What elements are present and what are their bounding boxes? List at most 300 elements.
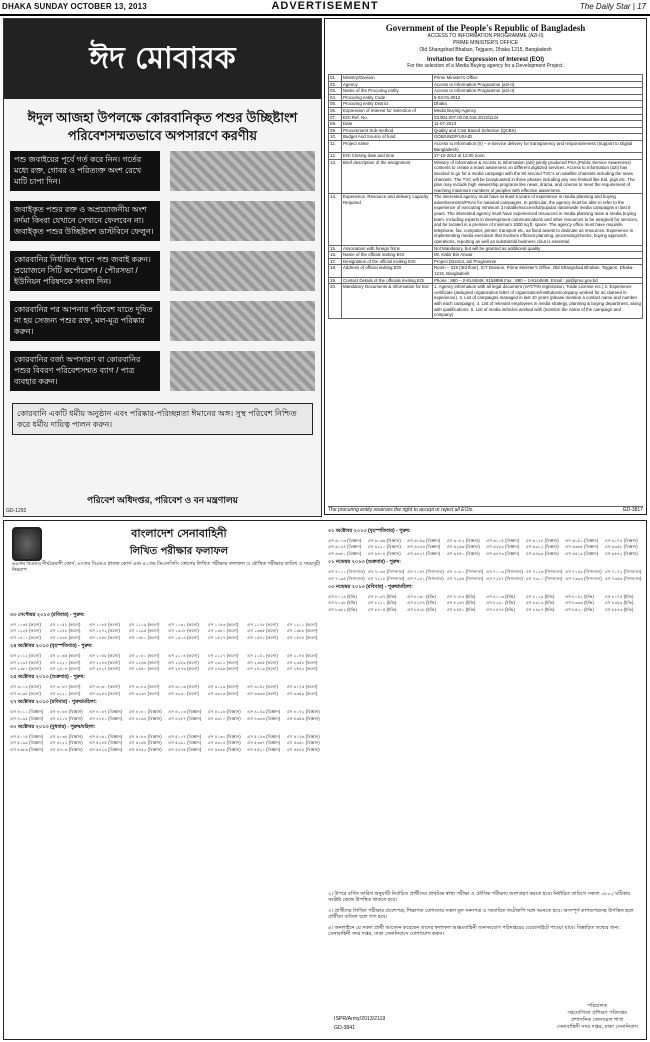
gov-title: Government of the People's Republic of Bangladesh [385, 23, 586, 33]
roll-number: এস ১৩৮৮ (কলো) [286, 628, 318, 634]
roll-number: এস ৫০৮৪ (বিজ্ঞান) [128, 734, 162, 740]
roll-number: এস ৮৩৩৬ (ইঞ্জি) [565, 600, 594, 606]
roll-number: এস ৬৩১২ (বিজ্ঞান) [525, 544, 559, 550]
roll-number: এস ৫২৬৮ (বিজ্ঞান) [128, 740, 162, 746]
eoi-row-value: Access to Information Programme (a2i-II) [433, 88, 643, 95]
roll-number: এস ৪২১৮ (বিজ্ঞান) [49, 715, 83, 721]
eoi-table-row [329, 94, 643, 101]
roll-number: এস ১৩৬৫ (কলো) [247, 628, 278, 634]
gov-subheading: For the selection of a Media Buying agency for a Development Project. [407, 63, 564, 69]
roll-number: এস ১৩১৮ (কলো) [168, 628, 199, 634]
eoi-row-number: 19. [329, 277, 342, 284]
eoi-row-value: 27-10-2013 at 12:00 noon [433, 153, 643, 160]
eoi-row-number: 06. [329, 107, 342, 114]
roll-number: এস ৬৪২৭ (বিজ্ঞান) [407, 550, 441, 556]
masthead-paper-name: The Daily Star | 17 [579, 2, 646, 11]
roll-number: এস ৪১২৬ (বিজ্ঞান) [207, 709, 241, 715]
roll-number: এস ৭১৪৯ (সিগন্যাল) [565, 569, 602, 575]
roll-number: এস ৮৩১৩ (ইঞ্জি) [525, 600, 555, 606]
eoi-row-number: 07. [329, 114, 342, 121]
roll-number: এস ১০৮৫ (কলো) [89, 622, 120, 627]
roll-number: এস ৮১০৬ (ইঞ্জি) [486, 594, 515, 600]
eoi-row-number: 16. [329, 252, 342, 259]
roll-number: এস ২৩১২ (কলো) [207, 659, 239, 665]
roll-number: এস ৪১০৩ (বিজ্ঞান) [168, 709, 202, 715]
page-masthead [0, 0, 650, 16]
roll-number: এস ৬২৪৩ (বিজ্ঞান) [407, 544, 441, 550]
eoi-table-row [329, 88, 643, 95]
eid-title: ঈদ মোবারক [4, 19, 321, 99]
eoi-table-row [329, 114, 643, 121]
eoi-row-value: Not Mandatory, but will be granted as additional quality [433, 245, 643, 252]
eoi-row-number: 11. [329, 140, 342, 152]
roll-number: এস ১১৩১ (কলো) [168, 622, 199, 627]
army-title-block [44, 525, 314, 561]
eoi-row-number: 17. [329, 258, 342, 265]
eoi-row-number: 01. [329, 75, 342, 82]
roll-number: এস ৬৪৭৩ (বিজ্ঞান) [486, 550, 520, 556]
result-roll-grid [10, 709, 324, 721]
roll-number: এস ২১০৪ (কলো) [168, 653, 199, 659]
roll-number: এস ৮৫২০ (ইঞ্জি) [565, 606, 594, 612]
roll-number: এস ১১০৯ (কলো) [128, 622, 160, 627]
army-subtitle: লিখিত পরীক্ষার ফলাফল [129, 546, 229, 557]
army-gd-code: GD-3841 [334, 1025, 356, 1031]
eoi-row-key: Procurement Sub-method [342, 127, 433, 134]
eid-tips-list [4, 151, 321, 395]
roll-number: এস ২১৫১ (কলো) [247, 653, 278, 659]
roll-number: এস ৭২৬৪ (সিগন্যাল) [446, 575, 484, 581]
roll-number: এস ২০১২ (কলো) [10, 653, 41, 659]
roll-number: এস ৮০১৪ (ইঞ্জি) [328, 594, 357, 600]
roll-number: এস ৪৩১০ (বিজ্ঞান) [207, 715, 241, 721]
eoi-row-key: EOI Ref. No. [342, 114, 433, 121]
roll-number: এস ৭০১১ (সিগন্যাল) [328, 569, 365, 575]
roll-number: এস ৫১৭৬ (বিজ্ঞান) [286, 734, 320, 740]
roll-number: এস ৮৪৭৪ (ইঞ্জি) [486, 606, 515, 612]
eoi-table-row [329, 101, 643, 108]
army-signature-line: পরিচালক [587, 1003, 608, 1009]
eoi-row-key: Association with foreign firms [342, 245, 433, 252]
roll-number: এস ৫২৯১ (বিজ্ঞান) [168, 740, 202, 746]
roll-number: এস ৩১৫২ (কলো) [247, 684, 278, 690]
army-intro: ৬৯তম বিএমএ দীর্ঘমেয়াদী কোর্স, ৬৭তম বিএমএ স্নাতক কোর্স এবং ৪১তম ডিএসসিসি কোর্সের লিখিত পরীক্ষার ফলাফল ও মৌখিক পরীক্ষার তারিখ ও সময়সূচী নিম্নরূপ: [12, 561, 321, 574]
roll-number: এস ৬৪৯৬ (বিজ্ঞান) [525, 550, 559, 556]
eoi-row-value: Project Director, a2i Programme [433, 258, 643, 265]
roll-number: এস ৩০৬০ (কলো) [89, 684, 120, 690]
gov-footer-code: GD-3817 [622, 507, 643, 513]
roll-number: এস ৩১৯৮ (কলো) [10, 690, 41, 696]
eid-organization: পরিবেশ অধিদপ্তর, পরিবেশ ও বন মন্ত্রণালয় [87, 495, 238, 505]
eid-tip-row [10, 301, 315, 345]
eid-tip-row [10, 151, 315, 195]
roll-number: এস ১২৯৫ (কলো) [128, 628, 160, 634]
roll-number: এস ৬৩৫৮ (বিজ্ঞান) [604, 544, 638, 550]
eoi-row-key: Budget And Source of fund [342, 134, 433, 141]
eoi-row-key: Name of the official inviting EOI [342, 252, 433, 259]
eoi-row-number: 03. [329, 88, 342, 95]
eoi-row-value: 11-07-2013 [433, 121, 643, 128]
army-note: ৪। অনলাইনে যে সকল প্রার্থী আবেদন করেছেন তাদের ফলাফল আন্তঃবাহিনী জনসংযোগ পরিদপ্তরের ওয়েবসাইটে পাওয়া যাবে। বিস্তারিত তথ্যের জন্য সেনাবাহিনী সদর দপ্তর, ঢাকা সেনানিবাসে যোগাযোগ করুন। [328, 924, 619, 938]
roll-number: এস ২১৭৪ (কলো) [286, 653, 318, 659]
eoi-row-key: Experience, Resource and delivery capacity Required [342, 194, 433, 245]
eoi-row-number: 05. [329, 101, 342, 108]
eid-tip-photo [170, 201, 315, 241]
eid-tip-text: কোরবানির পর আপনার পরিবেশ যাতে দূষিত না হয় সেজন্য পশুর রক্ত, মল-মূত্র পরিষ্কার করুন। [10, 301, 160, 341]
eoi-row-key: Designation of the official inviting EOI [342, 258, 433, 265]
roll-number: এস ৫০৬১ (বিজ্ঞান) [89, 734, 123, 740]
roll-number: এস ২৩৮১ (কলো) [10, 666, 41, 672]
roll-number: এস ৩০৩৭ (কলো) [49, 684, 81, 690]
eoi-row-number: 13. [329, 159, 342, 194]
roll-number: এস ৩২৪৪ (কলো) [89, 690, 120, 696]
roll-number: এস ৮০৬০ (ইঞ্জি) [407, 594, 436, 600]
army-title: বাংলাদেশ সেনাবাহিনী [131, 527, 227, 540]
eoi-table-row [329, 140, 643, 152]
eid-tip-photo [170, 251, 315, 291]
army-note: ৩। প্রার্থীদের লিখিত পরীক্ষার প্রবেশপত্র, শিক্ষাগত যোগ্যতার সকল মূল সনদপত্র ও সত্যায়িত ফটোকপি সঙ্গে আনতে হবে। অসম্পূর্ণ কাগজপত্রসহ উপস্থিত হলে প্রার্থীতা বাতিল বলে গণ্য হবে। [328, 907, 634, 921]
eoi-table-row [329, 127, 643, 134]
eid-tip-text: জবাইকৃত পশুর রক্ত ও অপ্রয়োজনীয় অংশ নর্দমা কিংবা যেখানে সেখানে ফেলবেন না। জবাইকৃত পশুর উচ্ছিষ্টাংশ ডাস্টবিনে ফেলুন। [10, 201, 160, 241]
eid-footer-note: কোরবানি একটি ধর্মীয় অনুষ্ঠান এবং পরিষ্কার-পরিচ্ছন্নতা ঈমানের অঙ্গ। সুস্থ পরিবেশ নিশ্চিত করে ধর্মীয় দায়িত্ব পালন করুন। [12, 403, 313, 435]
eid-mubarak-ad [3, 18, 322, 517]
roll-number: এস ৫৫২১ (বিজ্ঞান) [247, 746, 281, 752]
roll-number: এস ১৪১১ (কলো) [10, 634, 41, 640]
roll-number: এস ২৪৫০ (কলো) [128, 666, 160, 672]
roll-number: এস ৪২৬৪ (বিজ্ঞান) [128, 715, 162, 721]
eoi-table-row [329, 134, 643, 141]
roll-number: এস ৬০৮২ (বিজ্ঞান) [446, 538, 480, 543]
army-results-left-column [10, 609, 324, 752]
eoi-row-value: 5-03-01-0012 [433, 94, 643, 101]
roll-number: এস ৭১০৩ (সিগন্যাল) [486, 569, 523, 575]
roll-number: এস ৪০৫৭ (বিজ্ঞান) [89, 709, 123, 715]
eoi-row-number: 09. [329, 127, 342, 134]
roll-number: এস ১৪৮১ (কলো) [128, 634, 160, 640]
gov-heading: Invitation for Expression of Interest (EOI) [426, 57, 544, 63]
roll-number: এস ২২৬৬ (কলো) [128, 659, 160, 665]
roll-number: এস ৩৩১৩ (কলো) [207, 690, 239, 696]
eoi-table [328, 74, 643, 319]
roll-number: এস ৬২২০ (বিজ্ঞান) [367, 544, 401, 550]
roll-number: এস ৫২৪৫ (বিজ্ঞান) [89, 740, 123, 746]
eid-tip-photo [170, 301, 315, 341]
roll-number: এস ৪০৮০ (বিজ্ঞান) [128, 709, 162, 715]
roll-number: এস ১২৭২ (কলো) [89, 628, 120, 634]
eoi-row-key: Contact Details of the officials inviting EOI [342, 277, 433, 284]
roll-number: এস ২৪০৪ (কলো) [49, 666, 81, 672]
roll-number: এস ৬১৯৭ (বিজ্ঞান) [328, 544, 362, 550]
roll-number: এস ৭০৫৭ (সিগন্যাল) [407, 569, 444, 575]
roll-number: এস ৬০৩৬ (বিজ্ঞান) [367, 538, 401, 543]
result-section-heading: ২৭ অক্টোবর ২০১৩ (রবিবার) - পুরুষ/মহিলা: [10, 699, 97, 706]
roll-number: এস ১৫০৪ (কলো) [168, 634, 199, 640]
result-roll-grid [10, 684, 324, 696]
eoi-row-number: 08. [329, 121, 342, 128]
eoi-row-key: Procuring entity Code [342, 94, 433, 101]
roll-number: এস ৮২৯০ (ইঞ্জি) [486, 600, 515, 606]
roll-number: এস ৫১৯৯ (বিজ্ঞান) [10, 740, 44, 746]
roll-number: এস ৭৩৩৩ (সিগন্যাল) [565, 575, 602, 581]
eoi-row-key: Expression of Interest for Selection of [342, 107, 433, 114]
roll-number: এস ৫৩৮৩ (বিজ্ঞান) [10, 746, 44, 752]
roll-number: এস ৬২৮৯ (বিজ্ঞান) [486, 544, 520, 550]
roll-number: এস ৫৪৯৮ (বিজ্ঞান) [207, 746, 241, 752]
roll-number: এস ২৪৭৩ (কলো) [168, 666, 199, 672]
eoi-table-row [329, 81, 643, 88]
eoi-row-key: Agency [342, 81, 433, 88]
roll-number: এস ৭০৮০ (সিগন্যাল) [446, 569, 484, 575]
roll-number: এস ৬১০৫ (বিজ্ঞান) [486, 538, 520, 543]
roll-number: এস ৪০১১ (বিজ্ঞান) [10, 709, 44, 715]
roll-number: এস ২৫১৯ (কলো) [247, 666, 278, 672]
eoi-row-number: 18. [329, 265, 342, 277]
eid-tip-row [10, 251, 315, 295]
roll-number: এস ৩০১৪ (কলো) [10, 684, 41, 690]
roll-number: এস ৮০৩৭ (ইঞ্জি) [367, 594, 397, 600]
eoi-row-key: EOI Closing date and time [342, 153, 433, 160]
roll-number: এস ১৩৪১ (কলো) [207, 628, 239, 634]
roll-number: এস ২২২০ (কলো) [49, 659, 81, 665]
roll-number: এস ৭২১৮ (সিগন্যাল) [367, 575, 405, 581]
roll-number: এস ৬২৬৬ (বিজ্ঞান) [446, 544, 480, 550]
result-roll-grid [10, 622, 324, 640]
eoi-row-value: Media Buying Agency [433, 107, 643, 114]
eid-tip-text: কোরবানির বর্জ্য অপসারণ বা কোরবানির পশুর বিবরণ পরিবেশসম্মত ব্যাগ / পাত্র ব্যবহার করুন। [10, 351, 160, 391]
roll-number: এস ৩৩৫৯ (কলো) [286, 690, 318, 696]
roll-number: এস ৩৩৩৬ (কলো) [247, 690, 278, 696]
roll-number: এস ৬১৫১ (বিজ্ঞান) [565, 538, 599, 543]
result-section-heading: ০১ নভেম্বর ২০১৩ (শুক্রবার) - পুরুষ: [328, 559, 401, 566]
eoi-row-number: 10. [329, 134, 342, 141]
roll-number: এস ৮৪৯৭ (ইঞ্জি) [525, 606, 555, 612]
roll-number: এস ৫১৫৩ (বিজ্ঞান) [247, 734, 281, 740]
result-roll-grid [10, 653, 324, 671]
eoi-row-key: Procuring entity District [342, 101, 433, 108]
roll-number: এস ২৫৪২ (কলো) [286, 666, 318, 672]
eoi-row-value: Quality and Cost Based Selection (QCBS) [433, 127, 643, 134]
roll-number: এস ৭৩১০ (সিগন্যাল) [525, 575, 563, 581]
eoi-row-key: Brief description of the assignment [342, 159, 433, 194]
army-signature-line: সহযোগিতা প্রশিক্ষণ পরিদপ্তর [567, 1010, 627, 1016]
roll-number: এস ২২৮৯ (কলো) [168, 659, 199, 665]
roll-number: এস ৮১৫২ (ইঞ্জি) [565, 594, 594, 600]
army-signature-line: প্রশাসনিক জেনারেল শাখা [570, 1017, 624, 1023]
roll-number: এস ১০৫২ (কলো) [49, 622, 81, 627]
eoi-row-value: The interested agency must have at least 6 years of experience in media planning and buying advertisements/PSAs for national campaigns. In particular, the agency must be able to refer to the experience of executing minimum 3 notable/successful/popular nationwide media campaigns in last 6 years. The interested agency must have experienced resources in media planning team & media buying team, including experts in development communications and other resources to be assigned for services, and be located in a premise of minimum 1000 sq.ft. space. The agency office must have requisite telephone, fax, computer, printer, transport etc. as fixed assets to dedicate as resources. Experience in implementing media execution that involves efficient planning, processing/checks, buying approach, operations, reporting as well as substantial business clout is essential. [433, 194, 643, 245]
roll-number: এস ৪২৮৭ (বিজ্ঞান) [168, 715, 202, 721]
army-exam-results [3, 520, 647, 1040]
eoi-row-number: 15. [329, 245, 342, 252]
result-section-heading: ৩৩ সেপ্টেম্বর ২০১৩ (রবিবার) - পুরুষ: [10, 612, 85, 618]
eid-tip-text: কোরবানির নির্ধারিত স্থানে পশু জবাই করুন। প্রয়োজনে সিটি কর্পোরেশন / পৌরসভা / ইউনিয়ন পরিষদকে সংবাদ দিন। [10, 251, 160, 291]
result-section-heading: ২৪ অক্টোবর ২০১৩ (বৃহস্পতিবার) - পুরুষ: [10, 643, 93, 650]
roll-number: এস ৬১২৮ (বিজ্ঞান) [525, 538, 559, 543]
roll-number: এস ৮৪২৮ (ইঞ্জি) [407, 606, 436, 612]
roll-number: এস ৭২৮৭ (সিগন্যাল) [486, 575, 523, 581]
roll-number: এস ১০৩৫ (কলো) [10, 622, 41, 627]
roll-number: এস ২৩৩৫ (কলো) [247, 659, 278, 665]
eoi-row-number: 04. [329, 94, 342, 101]
gov-line-3: Old Shangshad Bhaban, Tejgaon, Dhaka 1215, Bangladesh [419, 47, 552, 53]
roll-number: এস ১২২৫ (কলো) [10, 628, 41, 634]
roll-number: এস ২৪২৭ (কলো) [89, 666, 120, 672]
eoi-table-row [329, 252, 643, 259]
roll-number: এস ৮৪০৫ (ইঞ্জি) [367, 606, 397, 612]
result-section-heading: ৩১ অক্টোবর ২০১৩ (বৃহস্পতিবার) - পুরুষ: [328, 528, 411, 534]
roll-number: এস ৬৫১৯ (বিজ্ঞান) [565, 550, 599, 556]
army-signature-line: সেনাবাহিনী সদর দপ্তর, ঢাকা সেনানিবাস [556, 1024, 638, 1030]
eoi-table-row [329, 159, 643, 194]
eoi-row-number: 14. [329, 194, 342, 245]
eoi-row-key: Mandatory Documents & Information for EoI [342, 284, 433, 319]
result-section-heading: ০৩ নভেম্বর ২০১৩ (রবিবার) - পুরুষ/মহিলা: [328, 584, 413, 591]
roll-number: এস ৩১৭৫ (কলো) [286, 684, 318, 690]
roll-number: এস ৮২৪৪ (ইঞ্জি) [407, 600, 436, 606]
result-section-heading: ২৫ অক্টোবর ২০১৩ (শুক্রবার) - পুরুষ: [10, 674, 85, 681]
eid-ad-code: GD-1292 [6, 508, 27, 514]
eoi-table-row [329, 277, 643, 284]
roll-number: এস ৮২২১ (ইঞ্জি) [367, 600, 397, 606]
result-roll-grid [328, 538, 642, 556]
roll-number: এস ৩২২১ (কলো) [49, 690, 81, 696]
roll-number: এস ৩১০৬ (কলো) [168, 684, 199, 690]
roll-number: এস ৬৩৩৫ (বিজ্ঞান) [565, 544, 599, 550]
result-section-heading: ৩০ অক্টোবর ২০১৩ (বুধবার) - পুরুষ/মহিলা: [10, 724, 96, 731]
roll-number: এস ৫৩১৪ (বিজ্ঞান) [207, 740, 241, 746]
government-eoi-notice [324, 18, 647, 515]
roll-number: এস ২৪৯৬ (কলো) [207, 666, 239, 672]
roll-number: এস ৫৪৫২ (বিজ্ঞান) [128, 746, 162, 752]
roll-number: এস ৪০৩৪ (বিজ্ঞান) [49, 709, 83, 715]
roll-number: এস ২১২৭ (কলো) [207, 653, 239, 659]
eoi-row-value: Ministry of Information & Access to Information (a2i) jointly produced PSA (Public Service Awareness) contents to create a mass awareness on different digitized services. Access to Information (a2i) has decided to go for a media campaign with the 50 second TVC's on satellite channels including the news channels. The TVC will be broadcasted in three phases including any one festival like Eid, puja etc. The plan may include high viewership programs like news, drama, and cinema to meet the requirement of reaching maximum numbers of peoples with effective awareness. [433, 159, 643, 194]
roll-number: এস ২০৮১ (কলো) [128, 653, 160, 659]
roll-number: এস ৮৫৪৩ (ইঞ্জি) [604, 606, 634, 612]
roll-number: এস ৫৫৪৪ (বিজ্ঞান) [286, 746, 320, 752]
roll-number: এস ২১৯৭ (কলো) [10, 659, 41, 665]
roll-number: এস ৬৪৫০ (বিজ্ঞান) [446, 550, 480, 556]
eoi-row-value: Access to Information (II) – e-Service delivery for transparency and responsiveness (Support to Digital Bangladesh) [433, 140, 643, 152]
result-roll-grid [10, 734, 324, 752]
eoi-row-key: Address of official inviting EOI [342, 265, 433, 277]
eoi-row-value: Room – 319 (3rd floor), ICT Division, Prime Minister's Office, Old Shangshad Bhaban, Tejgaon, Dhaka- 1215, Bangladesh [433, 265, 643, 277]
roll-number: এস ৪১৯৫ (বিজ্ঞান) [10, 715, 44, 721]
eoi-row-key: Date [342, 121, 433, 128]
roll-number: এস ৮২৬৭ (ইঞ্জি) [446, 600, 476, 606]
roll-number: এস ১৪৩৪ (কলো) [49, 634, 81, 640]
roll-number: এস ৭১৯৫ (সিগন্যাল) [328, 575, 365, 581]
eoi-row-value: Prime Minister's Office [433, 75, 643, 82]
eoi-row-number: 12. [329, 153, 342, 160]
roll-number: এস ৩২৯০ (কলো) [168, 690, 199, 696]
roll-number: এস ৫১০৭ (বিজ্ঞান) [168, 734, 202, 740]
eoi-row-number: 20. [329, 284, 342, 319]
roll-number: এস ৬৫৪২ (বিজ্ঞান) [604, 550, 638, 556]
roll-number: এস ১৫৭৪ (কলো) [286, 634, 318, 640]
roll-number: এস ৫৪০৬ (বিজ্ঞান) [49, 746, 83, 752]
result-roll-grid [328, 594, 642, 612]
eid-tip-photo [170, 151, 315, 191]
army-notes [328, 891, 640, 941]
roll-number: এস ৬১৭৪ (বিজ্ঞান) [604, 538, 638, 543]
roll-number: এস ৫১৩০ (বিজ্ঞান) [207, 734, 241, 740]
army-ispr-code: ISPR/Army/2013/2119 [334, 1016, 386, 1022]
eoi-table-row [329, 121, 643, 128]
roll-number: এস ৫৪৭৫ (বিজ্ঞান) [168, 746, 202, 752]
eoi-table-row [329, 194, 643, 245]
roll-number: এস ৮১২৯ (ইঞ্জি) [525, 594, 555, 600]
gov-footer-text: The procuring entity reserves the right to accept or reject all EOIs. [328, 507, 474, 513]
gov-line-2: PRIME MINISTER'S OFFICE [452, 40, 519, 46]
gov-footer [328, 506, 643, 513]
eid-tip-photo [170, 351, 315, 391]
roll-number: এস ৫০১৫ (বিজ্ঞান) [10, 734, 44, 740]
eoi-table-row [329, 153, 643, 160]
gov-line-1: ACCESS TO INFORMATION PROGRAMME (A2I-II) [427, 33, 544, 39]
roll-number: এস ৮০৮৩ (ইঞ্জি) [446, 594, 476, 600]
roll-number: এস ৭৩৫৬ (সিগন্যাল) [604, 575, 642, 581]
roll-number: এস ১১৭৮ (কলো) [247, 622, 278, 627]
roll-number: এস ৬০১৩ (বিজ্ঞান) [328, 538, 362, 543]
roll-number: এস ৭১২৬ (সিগন্যাল) [525, 569, 563, 575]
roll-number: এস ৩২৬৭ (কলো) [128, 690, 160, 696]
roll-number: এস ৪৩৫৬ (বিজ্ঞান) [286, 715, 320, 721]
army-note: ২। উপরে বর্ণিত তারিখ অনুযায়ী নির্বাচিত প্রার্থীদের প্রাথমিক স্বাস্থ্য পরীক্ষা ও মৌখিক পরীক্ষায় অংশগ্রহণ করতে হবে। নির্ধারিত তারিখে সকাল ০৮০০ ঘটিকায় সংশ্লিষ্ট কেন্দ্রে উপস্থিত থাকতে হবে। [328, 891, 631, 904]
army-codes [334, 1015, 385, 1033]
roll-number: এস ৮১৯৮ (ইঞ্জি) [328, 600, 357, 606]
roll-number: এস ৪১৪৯ (বিজ্ঞান) [247, 709, 281, 715]
roll-number: এস ৬৪০৪ (বিজ্ঞান) [367, 550, 401, 556]
roll-number: এস ১৪৫৮ (কলো) [89, 634, 120, 640]
eoi-row-number: 02. [329, 81, 342, 88]
roll-number: এস ২২৪৩ (কলো) [89, 659, 120, 665]
eoi-table-row [329, 258, 643, 265]
roll-number: এস ১১৫৩ (কলো) [207, 622, 239, 627]
eoi-row-value: Dhaka [433, 101, 643, 108]
roll-number: এস ৬০৫৯ (বিজ্ঞান) [407, 538, 441, 543]
roll-number: এস ৮৩৫৯ (ইঞ্জি) [604, 600, 634, 606]
roll-number: এস ২০৫৮ (কলো) [89, 653, 120, 659]
roll-number: এস ৬৩৮১ (বিজ্ঞান) [328, 550, 362, 556]
roll-number: এস ৫৩৬০ (বিজ্ঞান) [286, 740, 320, 746]
roll-number: এস ৩০৮৩ (কলো) [128, 684, 160, 690]
eoi-row-value: Phone : 880 – 2-9144848, 8158896 Fax : 880 – 2-9144848, Email : pd@pmo.gov.bd [433, 277, 643, 284]
eid-tip-text: পশু জবাইয়ের পূর্বে গর্ত করে নিন। গর্তের মধ্যে রক্ত, গোবর ও পরিত্যক্ত অংশ রেখে মাটি চাপা দিন। [10, 151, 160, 191]
eid-tip-row [10, 351, 315, 395]
roll-number: এস ১২০১ (কলো) [286, 622, 318, 627]
army-crest-icon [12, 527, 42, 561]
roll-number: এস ৫৪২৯ (বিজ্ঞান) [89, 746, 123, 752]
roll-number: এস ৪১৭২ (বিজ্ঞান) [286, 709, 320, 715]
eid-subtitle: ঈদুল আজহা উপলক্ষে কোরবানিকৃত পশুর উচ্ছিষ্টাংশ পরিবেশসম্মতভাবে অপসারণে করণীয় [27, 110, 298, 143]
roll-number: এস ৮৩৮২ (ইঞ্জি) [328, 606, 357, 612]
eoi-row-key: Ministry/Division [342, 75, 433, 82]
roll-number: এস ১৫৫১ (কলো) [247, 634, 278, 640]
roll-number: এস ৩১২৯ (কলো) [207, 684, 239, 690]
eoi-row-value: Access to Information Programme (a2i-II) [433, 81, 643, 88]
masthead-dateline: DHAKA SUNDAY OCTOBER 13, 2013 [2, 2, 147, 11]
roll-number: এস ৮৪৫১ (ইঞ্জি) [446, 606, 476, 612]
eoi-table-row [329, 284, 643, 319]
roll-number: এস ৫০৩৮ (বিজ্ঞান) [49, 734, 83, 740]
eoi-table-row [329, 245, 643, 252]
roll-number: এস ৪২৪১ (বিজ্ঞান) [89, 715, 123, 721]
eoi-row-value: GOB/UNDP/USAID [433, 134, 643, 141]
roll-number: এস ১২৪৮ (কলো) [49, 628, 81, 634]
eoi-table-row [329, 107, 643, 114]
roll-number: এস ৮১৭৫ (ইঞ্জি) [604, 594, 634, 600]
